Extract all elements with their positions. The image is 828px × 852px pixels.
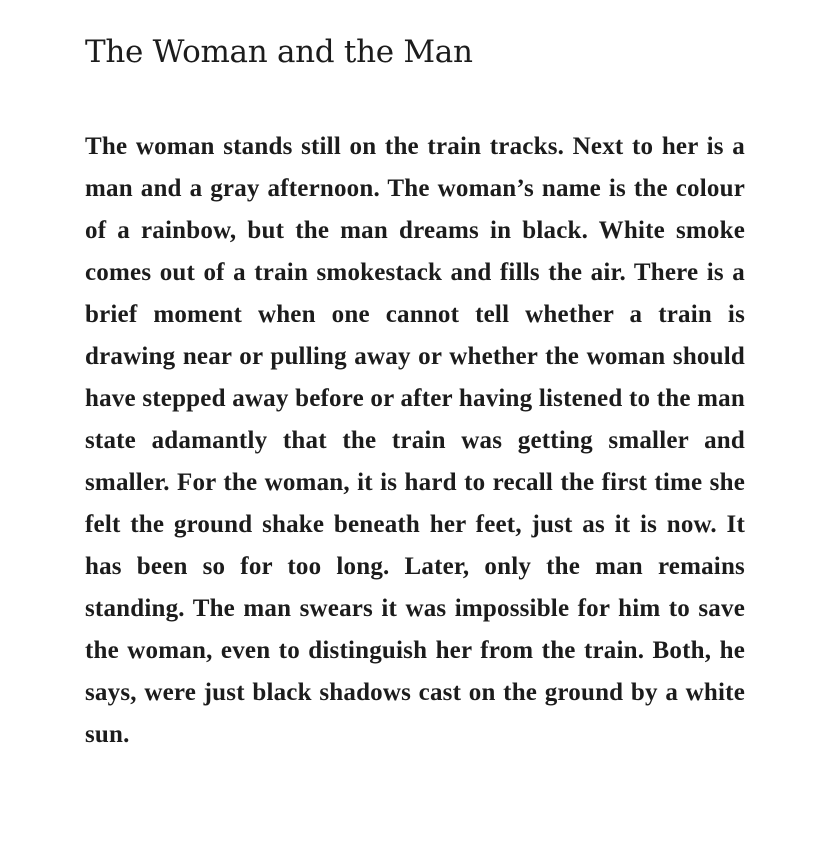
document-page (85, 28, 745, 756)
page-title: The Woman and the Man (85, 34, 473, 70)
story-paragraph: The woman stands still on the train tracks. Next to her is a man and a gray afternoon. The woman’s name is the colour of a rainbow, but the man dreams in black. White smoke comes out of a train smokestack and fills the air. There is a brief moment when one cannot tell whether a train is drawing near or pulling away or whether the woman should have stepped away before or after having listened to the man state adamantly that the train was getting smaller and smaller. For the woman, it is hard to recall the first time she felt the ground shake beneath her feet, just as it is now. It has been so for too long. Later, only the man remains standing. The man swears it was impossible for him to save the woman, even to distinguish her from the train. Both, he says, were just black shadows cast on the ground by a white sun. (85, 133, 745, 748)
